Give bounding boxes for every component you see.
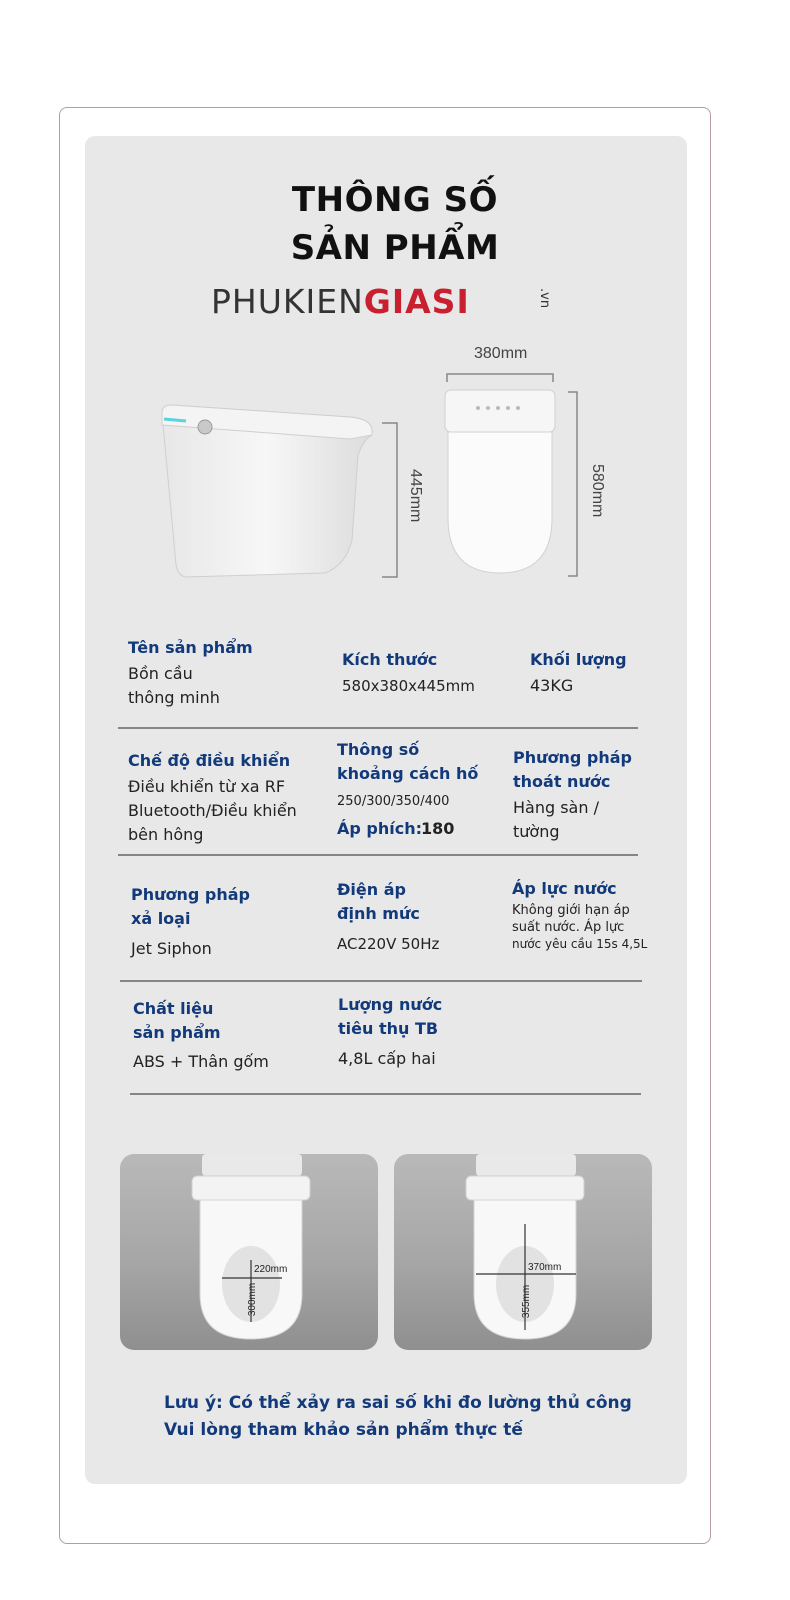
- flush-value: Jet Siphon: [131, 939, 212, 958]
- divider-1: [118, 727, 638, 729]
- page-title-line2: SẢN PHẨM: [290, 228, 500, 268]
- width-dimension: 380mm: [474, 345, 528, 362]
- water-label-2: tiêu thụ TB: [338, 1019, 439, 1038]
- distance-value: 250/300/350/400: [337, 794, 450, 809]
- seat-left-length: 300mm: [247, 1282, 259, 1317]
- control-value-2: Bluetooth/Điều khiển: [128, 801, 297, 820]
- toilet-top-view: [440, 368, 590, 580]
- poster-label: Áp phích:: [337, 819, 423, 838]
- divider-3: [120, 980, 642, 982]
- drain-value-2: tường: [513, 822, 560, 841]
- seat-photo-left: [120, 1154, 378, 1350]
- seat-left-width: 220mm: [254, 1264, 288, 1275]
- weight-value: 43KG: [530, 676, 574, 695]
- page-title-line1: THÔNG SỐ: [291, 180, 499, 220]
- note-line-2: Vui lòng tham khảo sản phẩm thực tế: [164, 1420, 523, 1440]
- material-label-1: Chất liệu: [133, 999, 214, 1018]
- toilet-side-view: [150, 395, 420, 590]
- seat-right-width: 370mm: [528, 1262, 562, 1273]
- voltage-value: AC220V 50Hz: [337, 935, 440, 953]
- water-value: 4,8L cấp hai: [338, 1049, 436, 1068]
- poster-value: 180: [421, 819, 455, 838]
- product-name-value-1: Bồn cầu: [128, 664, 193, 683]
- control-label: Chế độ điều khiển: [128, 751, 291, 770]
- seat-right-length: 355mm: [521, 1284, 533, 1319]
- material-label-2: sản phẩm: [133, 1023, 221, 1042]
- voltage-label-2: định mức: [337, 904, 420, 923]
- weight-label: Khối lượng: [530, 650, 627, 669]
- size-value: 580x380x445mm: [342, 677, 475, 695]
- flush-label-2: xả loại: [131, 909, 191, 928]
- seat-photo-right: [394, 1154, 652, 1350]
- brand-name-part1: PHUKIEN: [211, 282, 364, 321]
- product-name-label: Tên sản phẩm: [128, 638, 253, 657]
- brand-logo: [211, 282, 552, 322]
- brand-name-part2: GIASI: [363, 282, 470, 321]
- water-label-1: Lượng nước: [338, 995, 443, 1014]
- depth-dimension: 580mm: [589, 464, 606, 518]
- drain-label-1: Phương pháp: [513, 748, 633, 767]
- pressure-value-1: Không giới hạn áp: [512, 903, 630, 918]
- note-line-1: Lưu ý: Có thể xảy ra sai số khi đo lường thủ công: [164, 1393, 632, 1413]
- divider-2: [118, 854, 638, 856]
- voltage-label-1: Điện áp: [337, 880, 406, 899]
- divider-4: [130, 1093, 641, 1095]
- material-value: ABS + Thân gốm: [133, 1052, 269, 1071]
- pressure-value-2: suất nước. Áp lực: [512, 920, 625, 935]
- height-dimension: 445mm: [407, 469, 424, 523]
- drain-value-1: Hàng sàn /: [513, 798, 599, 817]
- product-name-value-2: thông minh: [128, 688, 220, 707]
- pressure-value-3: nước yêu cầu 15s 4,5L: [512, 937, 648, 951]
- drain-label-2: thoát nước: [513, 772, 611, 791]
- brand-suffix: .vn: [537, 288, 552, 309]
- size-label: Kích thước: [342, 650, 438, 669]
- control-value-3: bên hông: [128, 825, 204, 844]
- distance-label-2: khoảng cách hố: [337, 764, 479, 783]
- distance-label-1: Thông số: [337, 740, 420, 759]
- control-value-1: Điều khiển từ xa RF: [128, 777, 286, 796]
- pressure-label: Áp lực nước: [512, 879, 617, 898]
- flush-label-1: Phương pháp: [131, 885, 251, 904]
